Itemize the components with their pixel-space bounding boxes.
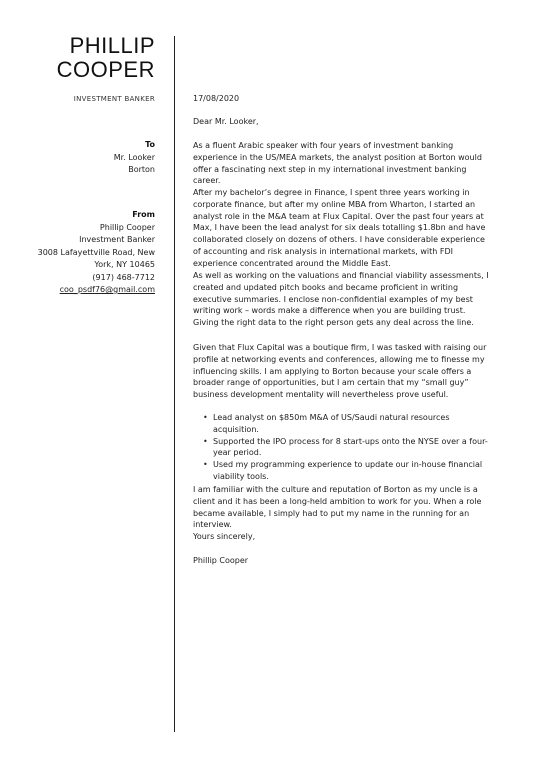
- from-phone: (917) 468-7712: [92, 272, 155, 282]
- list-item-text: Supported the IPO process for 8 start-ups onto the NYSE over a four-year period.: [213, 436, 488, 458]
- sender-last-name: COOPER: [56, 57, 155, 82]
- list-item: [201, 412, 493, 436]
- sender-block: [20, 209, 155, 297]
- bullet-icon: •: [203, 436, 208, 446]
- bullet-icon: •: [203, 413, 208, 422]
- from-title: Investment Banker: [79, 235, 155, 244]
- list-item-text: Used my programming experience to update our in-house financial viability tools.: [213, 460, 483, 481]
- from-name: Phillip Cooper: [99, 222, 155, 232]
- from-label: From: [132, 210, 155, 219]
- list-item: [201, 459, 493, 483]
- list-item-text: Lead analyst on $850m M&A of US/Saudi natural resources acquisition.: [213, 413, 450, 434]
- letter-paragraph-4: Given that Flux Capital was a boutique firm, I was tasked with raising our profile at networking events and conferences, allowing me to finesse my influencing skills. I am applying to Borton because your scale offers a broader range of opportunities, but I am certain that my “small guy” business development mentality will nevertheless prove useful.: [193, 343, 487, 400]
- from-address-line-2: York, NY 10465: [94, 260, 155, 269]
- letter-paragraph-1: As a fluent Arabic speaker with four years of investment banking experience in the US/MEA markets, the analyst position at Borton would offer a fascinating next step in my international investment banking career.: [193, 141, 482, 186]
- bullet-icon: •: [203, 460, 208, 470]
- achievements-list: [201, 412, 493, 483]
- from-address-line-1: 3008 Lafayettville Road, New: [37, 247, 155, 257]
- letter-date: 17/08/2020: [193, 94, 240, 103]
- to-label: To: [145, 140, 155, 149]
- letter-closing: Yours sincerely,: [193, 532, 256, 541]
- letter-paragraph-5: I am familiar with the culture and reputation of Borton as my uncle is a client and it has been a long-held ambition to work for you. When a role became available, I simply had to put my name in the running for an interview.: [193, 485, 482, 530]
- letter-salutation: Dear Mr. Looker,: [193, 117, 259, 126]
- letter-signature: Phillip Cooper: [193, 556, 249, 565]
- letter-paragraph-2: After my bachelor’s degree in Finance, I spent three years working in corporate finance, but after my online MBA from Wharton, I started an analyst role in the M&A team at Flux Capital. Over the past four years at Max, I have been the lead analyst for six deals totalling $1.8bn and have collaborated closely on dozens of others. I have considerable experience of accounting and risk analysis in international markets, with FDI experience concentrated around the Middle East.: [193, 188, 486, 268]
- recipient-company: Borton: [128, 165, 155, 174]
- list-item: [201, 436, 493, 460]
- recipient-block: [20, 139, 155, 177]
- sender-name: [20, 34, 155, 82]
- recipient-name: Mr. Looker: [113, 152, 155, 162]
- from-email-link[interactable]: coo_psdf76@gmail.com: [59, 285, 155, 294]
- letter-paragraph-3: As well as working on the valuations and financial viability assessments, I created and updated pitch books and became proficient in writing executive summaries. I enclose non-confidential examples of my best writing work – words make a difference when you are building trust. Giving the right data to the right person gets any deal across the line.: [193, 271, 489, 328]
- sender-role: INVESTMENT BANKER: [73, 95, 155, 103]
- sender-first-name: PHILLIP: [69, 33, 155, 58]
- vertical-divider: [174, 36, 175, 732]
